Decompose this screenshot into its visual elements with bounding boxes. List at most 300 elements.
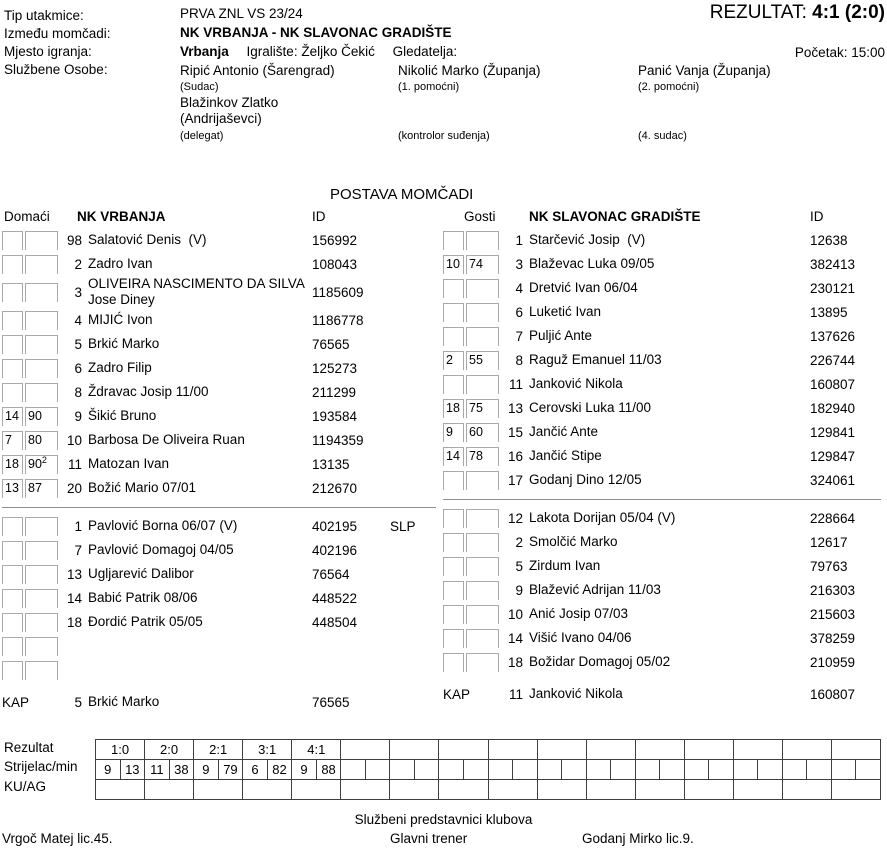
away-team-header [443,209,885,228]
sub-out-box: 14 [443,447,464,466]
result-cell: 4:1 [292,740,341,760]
player-id: 215603 [810,606,856,622]
player-name: Jančić Stipe [529,447,602,463]
scorer-min-cell [684,760,709,780]
player-name: Godanj Dino 12/05 [529,471,642,487]
scorer-min-cell: 82 [267,760,292,780]
home-player-row [2,228,440,252]
sub-minute-box [25,517,58,536]
away-player-row [443,578,885,602]
player-id: 210959 [810,654,856,670]
player-name: Jančić Ante [529,423,599,439]
away-captain-row [443,682,885,706]
match-type-label: Tip utakmice: [4,8,84,23]
sub-out-box [2,565,23,584]
scorer-min-cell [782,760,807,780]
player-name: MIJIĆ Ivon [88,312,153,328]
sub-out-box [443,231,464,250]
player-number: 4 [515,280,523,296]
player-id: 76565 [312,694,350,710]
sub-out-box: 9 [443,423,464,442]
kickoff-time: Početak: 15:00 [794,45,885,60]
sub-minute-box [466,375,499,394]
player-id: 76564 [312,566,350,582]
player-id: 160807 [810,686,856,702]
sub-out-box: 10 [443,255,464,274]
player-name: Brkić Marko [88,694,160,710]
scorer-min-cell: 13 [120,760,145,780]
scorer-min-cell [439,760,464,780]
sub-minute-box [466,653,499,672]
player-id: 228664 [810,510,856,526]
scorer-min-cell [513,760,538,780]
scorer-min-cell [365,760,390,780]
ku-ag-cell [390,780,439,800]
away-player-row [443,602,885,626]
away-player-row [443,372,885,396]
scorer-min-cell [390,760,415,780]
scorer-min-cell [414,760,439,780]
home-player-row [2,658,440,682]
player-id: 13135 [312,456,350,472]
sub-minute-box: 87 [25,479,58,498]
player-number: 12 [507,510,523,526]
head-coach-label: Glavni trener [390,831,468,846]
player-number: 5 [515,558,523,574]
player-number: 5 [74,336,82,352]
player-name: OLIVEIRA NASCIMENTO DA SILVA Jose Diney [88,276,305,308]
away-rows [443,228,885,706]
away-player-row [443,626,885,650]
sub-minute-box [25,589,58,608]
sub-minute-box: 78 [466,447,499,466]
sub-minute-box [25,383,58,402]
away-player-row [443,348,885,372]
player-id: 12617 [810,534,848,550]
player-id: 212670 [312,480,358,496]
captain-label: KAP [2,694,30,710]
sub-minute-box [466,279,499,298]
player-number: 11 [508,376,523,392]
sub-out-box [443,471,464,490]
home-player-row [2,610,440,634]
assistant1-role: (1. pomoćni) [398,81,460,93]
sub-out-box [443,605,464,624]
scorer-min-cell [635,760,660,780]
sub-out-box [2,255,23,274]
player-name: Puljić Ante [529,327,593,343]
sub-minute-box: 90 [25,407,58,426]
player-name: Ugljarević Dalibor [88,566,194,582]
player-name: Raguž Emanuel 11/03 [529,351,662,367]
player-id: 108043 [312,256,358,272]
assistant2-role: (2. pomoćni) [638,81,700,93]
spectators-label: Gledatelja: [392,44,458,59]
sub-out-box: 7 [2,431,23,450]
scorer-min-cell: 11 [145,760,170,780]
assistant2-name: Panić Vanja (Županja) [638,63,771,78]
scorer-min-cell [341,760,366,780]
lineup-title: POSTAVA MOMČADI [330,186,474,203]
home-player-row [2,428,440,452]
player-number: 14 [66,590,82,606]
scorer-min-cell [586,760,611,780]
scorer-min-cell: 9 [292,760,317,780]
sub-out-box [2,383,23,402]
player-number: 1 [515,232,523,248]
sub-minute-box [466,231,499,250]
away-side-label: Gosti [464,209,496,224]
player-name: Smolčić Marko [529,533,618,549]
player-id: 160807 [810,376,856,392]
pitch-value: Igralište: Željko Čekić [246,44,375,59]
sub-out-box [2,589,23,608]
player-name: Zirdum Ivan [529,557,601,573]
scorer-min-cell [807,760,832,780]
home-team-header [2,209,440,228]
sub-out-box: 18 [443,399,464,418]
club-representatives-title: Službeni predstavnici klubova [354,812,533,827]
home-player-row [2,476,440,500]
subs-separator [443,499,881,500]
result-cell [635,740,684,760]
venue-value: Vrbanja [180,44,229,59]
sub-out-box: 13 [2,479,23,498]
scorer-min-cell [463,760,488,780]
player-id: 137626 [810,328,856,344]
player-note: SLP [390,518,416,534]
ku-ag-cell [782,780,831,800]
result-cell: 2:0 [145,740,194,760]
scorer-min-cell [660,760,685,780]
player-id: 402196 [312,542,358,558]
sub-out-box [2,359,23,378]
player-name: Đordić Patrik 05/05 [88,614,203,630]
player-name: Babić Patrik 08/06 [88,590,198,606]
player-number: 6 [74,360,82,376]
ku-ag-cell [145,780,194,800]
home-id-header: ID [312,209,326,224]
player-number: 14 [507,630,523,646]
player-number: 11 [508,686,523,702]
sub-out-box [2,541,23,560]
scorer-min-cell: 88 [316,760,341,780]
player-number: 11 [67,456,82,472]
player-name: Blaževac Luka 09/05 [529,255,655,271]
player-id: 129847 [810,448,856,464]
sub-out-box [443,303,464,322]
player-id: 193584 [312,408,358,424]
sub-minute-box: 75 [466,399,499,418]
player-id: 12638 [810,232,848,248]
sub-out-box [443,581,464,600]
home-player-row [2,586,440,610]
ku-ag-cell [488,780,537,800]
home-player-row [2,404,440,428]
home-player-row [2,538,440,562]
scorer-min-cell: 38 [169,760,194,780]
player-number: 7 [74,542,82,558]
scorer-row-label: Strijelac/min [4,759,78,774]
player-name: Janković Nikola [529,685,623,701]
player-number: 8 [515,352,523,368]
result-cell [831,740,880,760]
sub-minute-box [466,533,499,552]
sub-minute-box: 55 [466,351,499,370]
player-number: 13 [66,566,82,582]
home-representative: Vrgoč Matej lic.45. [2,831,113,846]
referee-name: Ripić Antonio (Šarengrad) [180,63,335,78]
player-name: Barbosa De Oliveira Ruan [88,432,245,448]
result-cell: 3:1 [243,740,292,760]
player-id: 79763 [810,558,848,574]
away-player-row [443,650,885,674]
away-id-header: ID [810,209,824,224]
player-id: 324061 [810,472,856,488]
cards-row-label: KU/AG [4,779,47,794]
sub-minute-box: 80 [25,431,58,450]
home-player-row [2,380,440,404]
sub-out-box [2,637,23,656]
result-cell [586,740,635,760]
sub-out-box [443,557,464,576]
venue-label: Mjesto igranja: [4,44,92,59]
sub-minute-box [466,303,499,322]
player-name: Višić Ivano 04/06 [529,629,632,645]
result-value: 4:1 (2:0) [812,2,885,23]
player-number: 20 [66,480,82,496]
sub-out-box [443,509,464,528]
sub-out-box [443,533,464,552]
sub-out-box [2,613,23,632]
sub-out-box [2,311,23,330]
away-player-row [443,276,885,300]
result-cell [684,740,733,760]
home-player-row [2,356,440,380]
player-id: 129841 [810,424,856,440]
captain-label: KAP [443,686,471,702]
home-player-row [2,252,440,276]
home-player-row [2,562,440,586]
player-name: Salatović Denis (V) [88,231,207,247]
player-id: 156992 [312,232,358,248]
ku-ag-cell [194,780,243,800]
player-name: Brkić Marko [88,336,160,352]
venue-line [180,44,457,59]
sub-minute-box [466,605,499,624]
player-number: 98 [66,232,82,248]
player-name: Ždravac Josip 11/00 [88,384,209,400]
player-name: Dretvić Ivan 06/04 [529,279,638,295]
player-id: 402195 [312,518,358,534]
sub-out-box: 18 [2,455,23,474]
player-number: 9 [74,408,82,424]
player-number: 2 [74,256,82,272]
result-cell [537,740,586,760]
player-id: 1185609 [312,284,364,300]
player-id: 448504 [312,614,358,630]
player-id: 76565 [312,336,350,352]
player-id: 216303 [810,582,856,598]
subs-separator [2,507,436,508]
result-cell [341,740,390,760]
player-name: Starčević Josip (V) [529,231,646,247]
away-player-row [443,506,885,530]
scorer-min-cell [709,760,734,780]
sub-minute-box [25,661,58,680]
player-name: Šikić Bruno [88,408,157,424]
home-team-column [2,209,440,714]
officials-label: Službene Osobe: [4,62,108,77]
home-rows [2,228,440,714]
away-player-row [443,228,885,252]
ku-ag-cell [586,780,635,800]
sub-minute-box [466,327,499,346]
ku-ag-cell [684,780,733,800]
player-number: 18 [66,614,82,630]
home-team-name: NK VRBANJA [77,209,166,224]
ku-ag-cell [537,780,586,800]
player-name: Božić Mario 07/01 [88,480,197,496]
player-id: 13895 [810,304,848,320]
sub-out-box [2,335,23,354]
referee-role: (Sudac) [180,81,219,93]
player-number: 5 [74,694,82,710]
player-name: Anić Josip 07/03 [529,605,629,621]
player-number: 6 [515,304,523,320]
result-cell [488,740,537,760]
sub-out-box [2,231,23,250]
player-number: 18 [507,654,523,670]
player-name: Zadro Filip [88,360,152,376]
sub-out-box [2,661,23,680]
sub-minute-box [25,613,58,632]
player-id: 1186778 [312,312,364,328]
delegate-name2: (Andrijaševci) [180,111,262,126]
delegate-name: Blažinkov Zlatko [180,95,279,110]
home-player-row [2,308,440,332]
home-player-row [2,514,440,538]
scorer-min-cell [488,760,513,780]
player-number: 9 [515,582,523,598]
player-id: 382413 [810,256,856,272]
home-side-label: Domaći [4,209,50,224]
sub-minute-box [25,283,58,302]
sub-minute-box [25,541,58,560]
player-id: 226744 [810,352,856,368]
sub-minute-box [25,637,58,656]
player-name: Zadro Ivan [88,255,153,271]
away-player-row [443,444,885,468]
sub-minute-box: $90^2$ [25,455,58,474]
home-player-row [2,634,440,658]
player-number: 13 [507,400,523,416]
player-number: 10 [507,606,523,622]
home-captain-row [2,690,440,714]
ku-ag-cell [96,780,145,800]
player-number: 3 [515,256,523,272]
away-player-row [443,468,885,492]
away-player-row [443,396,885,420]
player-number: 10 [66,432,82,448]
away-player-row [443,420,885,444]
sub-out-box [443,279,464,298]
player-id: 230121 [810,280,856,296]
player-number: 15 [507,424,523,440]
sub-minute-box [25,231,58,250]
sub-out-box [443,653,464,672]
away-player-row [443,530,885,554]
scorer-min-cell [733,760,758,780]
ku-ag-cell [831,780,880,800]
sub-out-box [443,327,464,346]
result-label: REZULTAT: [709,2,807,23]
sub-minute-box [25,255,58,274]
scorer-min-cell: 9 [96,760,121,780]
player-number: 3 [74,284,82,300]
away-player-row [443,554,885,578]
fourth-official-role: (4. sudac) [638,130,687,142]
away-player-row [443,324,885,348]
controller-role: (kontrolor suđenja) [398,130,490,142]
player-id: 211299 [312,384,357,400]
player-name: Matozan Ivan [88,456,170,472]
away-team-column [443,209,885,706]
sub-minute-box [25,311,58,330]
player-name: Janković Nikola [529,375,623,391]
scorer-min-cell: 79 [218,760,243,780]
scorer-min-cell: 6 [243,760,268,780]
player-number: 16 [507,448,523,464]
player-id: 448522 [312,590,358,606]
sub-out-box: 14 [2,407,23,426]
scorer-min-cell: 9 [194,760,219,780]
player-id: 125273 [312,360,358,376]
competition-name: PRVA ZNL VS 23/24 [180,6,303,21]
away-player-row [443,300,885,324]
sub-minute-box [25,565,58,584]
away-representative: Godanj Mirko lic.9. [582,831,694,846]
away-player-row [443,252,885,276]
sub-minute-box [25,359,58,378]
result-cell [390,740,439,760]
away-team-name: NK SLAVONAC GRADIŠTE [529,209,701,224]
sub-minute-box [25,335,58,354]
result-row-label: Rezultat [4,740,54,755]
ku-ag-cell [341,780,390,800]
result-cell [733,740,782,760]
player-id: 182940 [810,400,856,416]
ku-ag-cell [439,780,488,800]
home-player-row [2,332,440,356]
home-player-row [2,276,440,308]
player-name: Božidar Domagoj 05/02 [529,653,671,669]
result-cell [782,740,831,760]
sub-minute-box: 60 [466,423,499,442]
scorer-min-cell [611,760,636,780]
result-table [95,739,881,800]
player-name: Lakota Dorijan 05/04 (V) [529,509,676,525]
scorer-min-cell [537,760,562,780]
player-name: Luketić Ivan [529,303,602,319]
sub-out-box: 2 [443,351,464,370]
sub-out-box [443,629,464,648]
sub-minute-box [466,629,499,648]
scorer-min-cell [758,760,783,780]
player-number: 8 [74,384,82,400]
player-name: Pavlović Borna 06/07 (V) [88,518,238,534]
sub-minute-box [466,581,499,600]
